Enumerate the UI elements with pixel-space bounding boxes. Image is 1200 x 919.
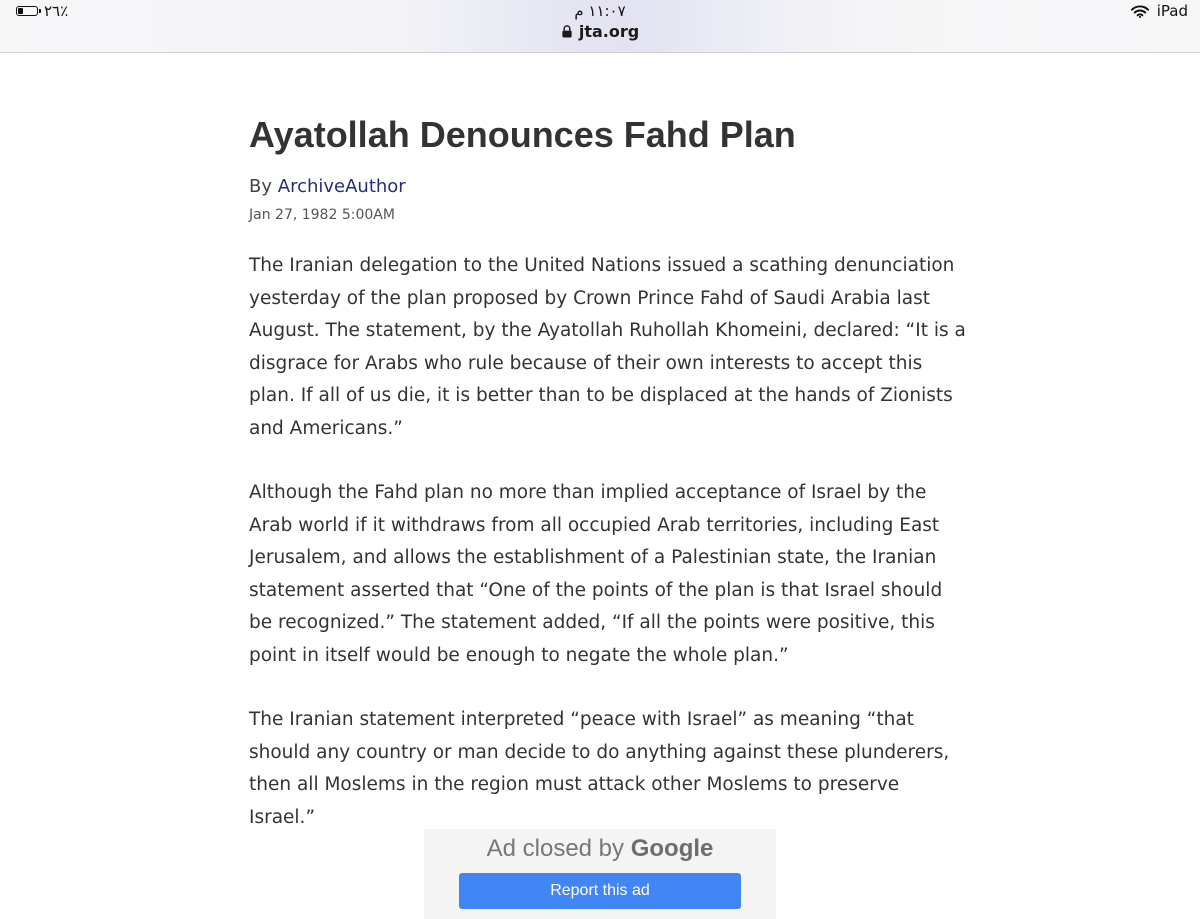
wifi-icon [1131, 5, 1149, 18]
paragraph: Although the Fahd plan no more than implied acceptance of Israel by the Arab world if it withdraws from all occupied Arab territories, including East Jerusalem, and allows the establishment of a Palestinian state, the Iranian statement asserted that “One of the points of the plan is that Israel should be recognized.” The statement added, “If all the points were positive, this point in itself would be enough to negate the whole plan.” [249, 482, 943, 666]
clock: ١١:٠٧ م [574, 2, 626, 20]
author-link[interactable]: ArchiveAuthor [277, 176, 406, 197]
status-right [1131, 2, 1188, 20]
ad-closed-message [424, 835, 776, 863]
publish-date: Jan 27, 1982 5:00AM [249, 207, 395, 223]
device-name: iPad [1156, 2, 1188, 20]
report-ad-button[interactable]: Report this ad [459, 873, 741, 909]
closed-ad-panel [424, 829, 776, 919]
article-title: Ayatollah Denounces Fahd Plan [249, 114, 796, 155]
byline [249, 174, 969, 200]
url-text: jta.org [578, 22, 640, 41]
address-bar[interactable] [0, 22, 1200, 41]
google-logo: Google [630, 835, 714, 862]
ad-closed-text: Ad closed by [486, 835, 625, 862]
article [249, 108, 969, 866]
article-body [249, 250, 969, 834]
status-bar [0, 0, 1200, 53]
paragraph: The Iranian delegation to the United Nations issued a scathing denunciation yesterday of the plan proposed by Crown Prince Fahd of Saudi Arabia last August. The statement, by the Ayatollah Ruhollah Khomeini, declared: “It is a disgrace for Arabs who rule because of their own interests to accept this plan. If all of us die, it is better than to be displaced at the hands of Zionists and Americans.” [249, 255, 966, 439]
paragraph: The Iranian statement interpreted “peace with Israel” as meaning “that should any country or man decide to do anything against these plunderers, then all Moslems in the region must attack other Moslems to preserve Israel.” [249, 709, 950, 828]
lock-icon [561, 25, 573, 38]
byline-prefix: By [249, 176, 273, 197]
battery-percent: ٢٦٪ [44, 2, 69, 20]
